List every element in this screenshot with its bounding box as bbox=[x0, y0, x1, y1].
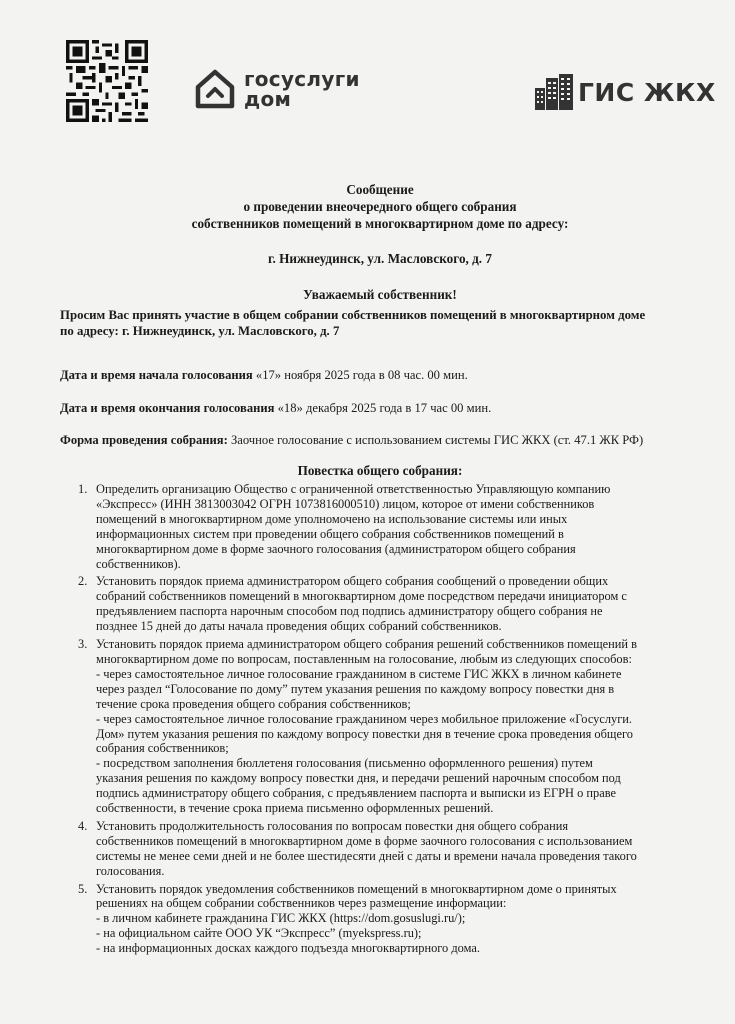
agenda-item-line: подпись администратору общего собрания, с предъявлением паспорта и выписки из ЕГРН о праве bbox=[96, 786, 616, 801]
agenda-item-line: голосования. bbox=[96, 863, 165, 878]
agenda-title: Повестка общего собрания: bbox=[297, 463, 463, 478]
agenda-item-number: 5. bbox=[78, 881, 88, 896]
agenda-item-line: Установить порядок приема администратором общего собрания сообщений о проведении общих bbox=[96, 574, 609, 589]
agenda-item-number: 2. bbox=[78, 574, 88, 589]
title-line: собственников помещений в многоквартирном доме по адресу: bbox=[191, 216, 569, 231]
agenda-item-line: собраний собственников помещений в многоквартирном доме посредством передачи инициатором с bbox=[96, 589, 627, 604]
document-title bbox=[60, 181, 700, 232]
agenda-item-line: - через самостоятельное личное голосование гражданином в системе ГИС ЖКХ в личном кабинете bbox=[96, 666, 622, 681]
title-line: о проведении внеочередного общего собрания bbox=[243, 199, 517, 214]
qr-code-icon bbox=[66, 40, 148, 122]
agenda-item-line: через раздел “Голосование по дому” путем указания решения по каждому вопросу повестки дня в bbox=[96, 681, 615, 696]
address-heading: г. Нижнеудинск, ул. Масловского, д. 7 bbox=[268, 251, 492, 266]
voting-start-field bbox=[60, 368, 710, 383]
meeting-form-value: Заочное голосование с использованием системы ГИС ЖКХ (ст. 47.1 ЖК РФ) bbox=[230, 433, 644, 447]
agenda-item-number: 1. bbox=[78, 482, 88, 496]
agenda-item-line: решениях на общем собрании собственников через размещение информации: bbox=[96, 896, 507, 911]
agenda-item-line: Дом» путем указания решения по каждому вопросу повестки дня в течение срока проведения общего bbox=[96, 726, 633, 741]
agenda-item-line: системы не менее семи дней и не более шестидесяти дней с даты и времени начала проведения такого bbox=[96, 848, 637, 863]
agenda-item-line: - на информационных досках каждого подъезда многоквартирного дома. bbox=[96, 941, 480, 956]
agenda-item bbox=[60, 482, 688, 571]
agenda-item-line: собрания собственников; bbox=[96, 741, 229, 756]
agenda-item-line: - на официальном сайте ООО УК “Экспресс” (myekspress.ru); bbox=[96, 926, 422, 941]
agenda-item-line: Установить порядок уведомления собственников помещений в многоквартирном доме о принятых bbox=[96, 881, 617, 896]
agenda-item-line: информационных систем при проведении общего собрания собственников помещений в bbox=[96, 526, 564, 541]
agenda-item bbox=[60, 637, 688, 816]
request-paragraph bbox=[60, 307, 700, 339]
request-line: по адресу: г. Нижнеудинск, ул. Масловского, д. 7 bbox=[60, 324, 340, 338]
gosuslugi-logo-text: госуслуги дом bbox=[244, 67, 360, 111]
buildings-icon bbox=[534, 74, 574, 110]
agenda-item-line: Определить организацию Общество с ограниченной ответственностью Управляющую компанию bbox=[96, 482, 611, 496]
agenda-item-line: собственности, в течение срока приема письменно оформленных решений. bbox=[96, 801, 494, 816]
agenda-list bbox=[60, 482, 688, 959]
greeting: Уважаемый собственник! bbox=[303, 287, 457, 302]
agenda-item-number: 3. bbox=[78, 637, 88, 652]
agenda-item bbox=[60, 819, 688, 879]
meeting-form-field bbox=[60, 433, 710, 448]
agenda-item-line: - посредством заполнения бюллетеня голосования (письменно оформленного решения) путем bbox=[96, 756, 593, 771]
agenda-item-line: предъявлением паспорта нарочным способом под подпись администратору общего собрания не bbox=[96, 604, 603, 619]
voting-end-value: «18» декабря 2025 года в 17 час 00 мин. bbox=[277, 401, 492, 415]
voting-start-value: «17» ноября 2025 года в 08 час. 00 мин. bbox=[255, 368, 468, 382]
gis-logo-text: ГИС ЖКХ bbox=[578, 77, 716, 107]
agenda-item-line: Установить порядок приема администратором общего собрания решений собственников помещений в bbox=[96, 637, 637, 652]
title-line: Сообщение bbox=[346, 182, 414, 197]
gosuslugi-dom-logo bbox=[194, 68, 360, 110]
house-icon bbox=[194, 68, 236, 110]
agenda-item bbox=[60, 882, 688, 957]
agenda-item-line: «Экспресс» (ИНН 3813003042 ОГРН 1073816000510) лицом, которое от имени собственников bbox=[96, 496, 595, 511]
voting-start-label: Дата и время начала голосования bbox=[60, 368, 253, 382]
agenda-item-line: указания решения по каждому вопросу повестки дня, и передачи решений нарочным способом под bbox=[96, 771, 621, 786]
meeting-form-label: Форма проведения собрания: bbox=[60, 433, 228, 447]
agenda-item-line: собственников). bbox=[96, 556, 181, 571]
agenda-item-line: - в личном кабинете гражданина ГИС ЖКХ (https://dom.gosuslugi.ru/); bbox=[96, 911, 466, 926]
agenda-item-line: собственников помещений в многоквартирном доме в форме заочного голосования с использованием bbox=[96, 833, 633, 848]
agenda-item-line: Установить продолжительность голосования по вопросам повестки дня общего собрания bbox=[96, 818, 569, 833]
agenda-item-line: - через самостоятельное личное голосование гражданином через мобильное приложение «Госуслуги. bbox=[96, 711, 633, 726]
voting-end-label: Дата и время окончания голосования bbox=[60, 401, 275, 415]
agenda-item-line: позднее 15 дней до даты начала проведения общих собраний собственников. bbox=[96, 619, 502, 634]
voting-end-field bbox=[60, 401, 710, 416]
request-line: Просим Вас принять участие в общем собрании собственников помещений в многоквартирном доме bbox=[60, 308, 646, 322]
gis-zhkh-logo bbox=[534, 74, 716, 110]
agenda-item-number: 4. bbox=[78, 818, 88, 833]
agenda-item bbox=[60, 574, 688, 634]
agenda-item-line: многоквартирном доме в форме заочного голосования (администратором общего собрания bbox=[96, 541, 576, 556]
agenda-item-line: многоквартирном доме по вопросам, поставленным на голосование, любым из следующих способов: bbox=[96, 651, 632, 666]
agenda-item-line: помещений в многоквартирном доме уполномочено на использование системы или иных bbox=[96, 511, 568, 526]
agenda-item-line: течение срока проведения общего собрания собственников; bbox=[96, 696, 411, 711]
